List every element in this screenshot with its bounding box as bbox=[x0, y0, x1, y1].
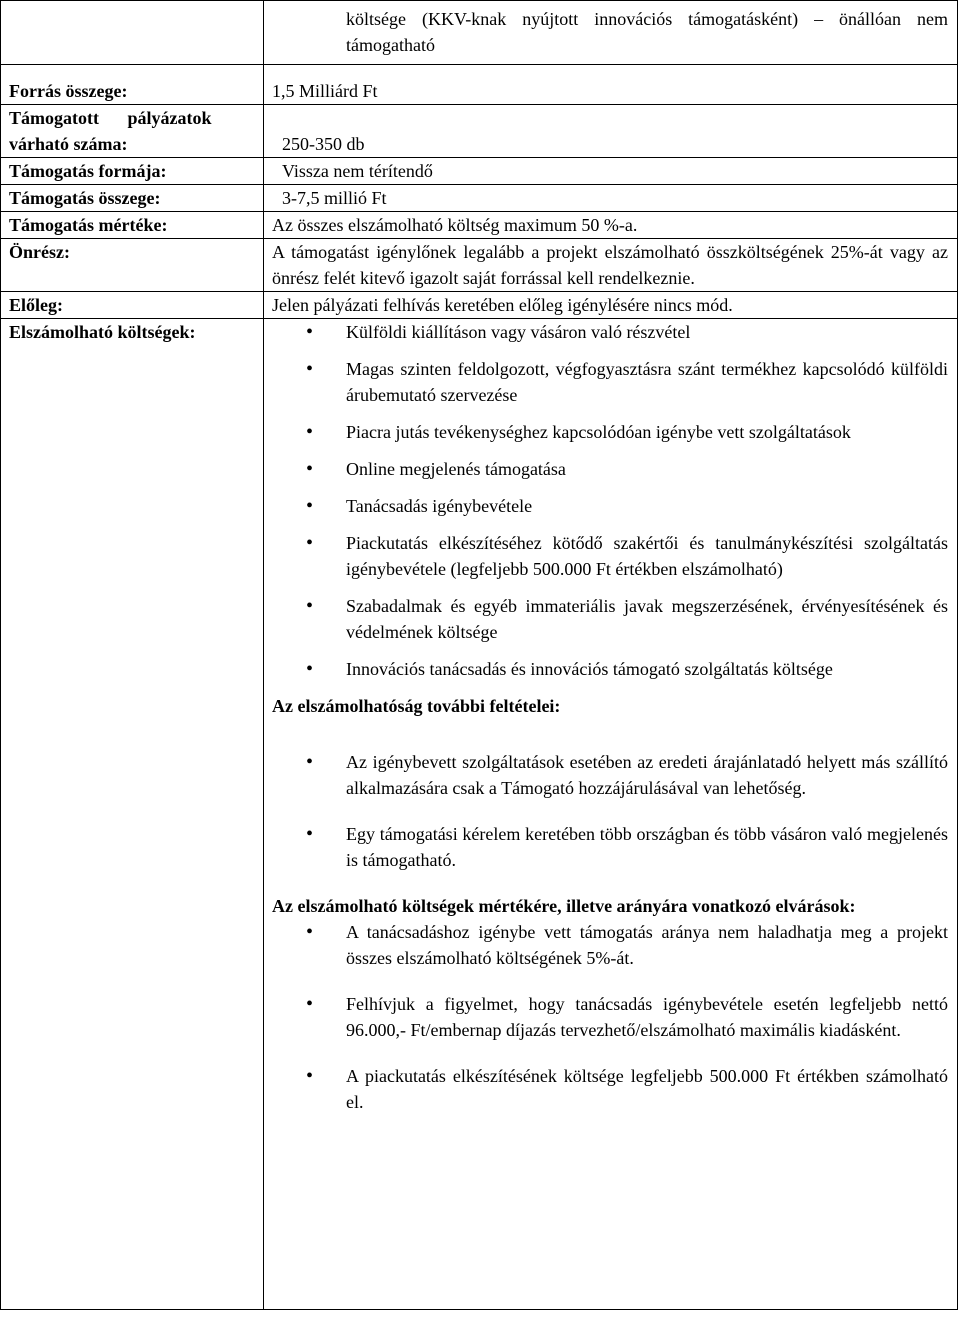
list-item: • Szabadalmak és egyéb immateriális javak megszerzésének, érvényesítésének és védelmének költsége bbox=[272, 593, 948, 645]
value-eloleg: Jelen pályázati felhívás keretében előleg igénylésére nincs mód. bbox=[264, 292, 958, 319]
empty-label-cell bbox=[1, 1, 264, 65]
value-elszamolhato bbox=[264, 319, 958, 1310]
ratio-list bbox=[272, 919, 948, 1115]
value-onresz: A támogatást igénylőnek legalább a projekt elszámolható összköltségének 25%-át vagy az önrész felét kitevő igazolt saját forrással kell rendelkeznie. bbox=[264, 239, 958, 292]
ratio-title: Az elszámolható költségek mértékére, illetve arányára vonatkozó elvárások: bbox=[272, 896, 856, 916]
row-eloleg bbox=[1, 292, 958, 319]
value-palyazatok: 250-350 db bbox=[264, 105, 958, 158]
list-item: • Online megjelenés támogatása bbox=[272, 456, 948, 482]
label-forma: Támogatás formája: bbox=[1, 158, 264, 185]
list-item: • A tanácsadáshoz igénybe vett támogatás aránya nem haladhatja meg a projekt összes elszámolható költségének 5%-át. bbox=[272, 919, 948, 971]
label-palyazatok-text1: Támogatott pályázatok bbox=[9, 108, 212, 128]
label-palyazatok bbox=[1, 105, 264, 158]
eligible-costs-list bbox=[272, 319, 948, 682]
list-item: • Egy támogatási kérelem keretében több országban és több vásáron való megjelenés is támogatható. bbox=[272, 821, 948, 873]
row-forma bbox=[1, 158, 958, 185]
value-forma: Vissza nem térítendő bbox=[264, 158, 958, 185]
label-forras: Forrás összege: bbox=[1, 65, 264, 105]
row-onresz bbox=[1, 239, 958, 292]
label-eloleg: Előleg: bbox=[1, 292, 264, 319]
row-mertek bbox=[1, 212, 958, 239]
continuation-cell: költsége (KKV-knak nyújtott innovációs támogatásként) – önállóan nem támogatható bbox=[264, 1, 958, 65]
list-item: • Tanácsadás igénybevétele bbox=[272, 493, 948, 519]
list-item: • Az igénybevett szolgáltatások esetében az eredeti árajánlatadó helyett más szállító alkalmazására csak a Támogató hozzájárulásával van lehetőség. bbox=[272, 749, 948, 801]
list-item: • Külföldi kiállításon vagy vásáron való részvétel bbox=[272, 319, 948, 345]
label-osszeg: Támogatás összege: bbox=[1, 185, 264, 212]
further-conditions-title: Az elszámolhatóság további feltételei: bbox=[272, 696, 561, 716]
further-conditions-list bbox=[272, 749, 948, 873]
label-palyazatok-line1 bbox=[9, 105, 254, 131]
row-palyazatok bbox=[1, 105, 958, 158]
label-mertek: Támogatás mértéke: bbox=[1, 212, 264, 239]
label-onresz: Önrész: bbox=[1, 239, 264, 292]
row-forras bbox=[1, 65, 958, 105]
value-mertek: Az összes elszámolható költség maximum 50 %-a. bbox=[264, 212, 958, 239]
label-palyazatok-line2: várható száma: bbox=[9, 134, 128, 154]
list-item: • Magas szinten feldolgozott, végfogyasztásra szánt termékhez kapcsolódó külföldi árubemutató szervezése bbox=[272, 356, 948, 408]
row-elszamolhato bbox=[1, 319, 958, 1310]
value-osszeg: 3-7,5 millió Ft bbox=[264, 185, 958, 212]
list-item: • A piackutatás elkészítésének költsége legfeljebb 500.000 Ft értékben számolható el. bbox=[272, 1063, 948, 1115]
value-forras: 1,5 Milliárd Ft bbox=[264, 65, 958, 105]
row-continuation bbox=[1, 1, 958, 65]
list-item: • Felhívjuk a figyelmet, hogy tanácsadás igénybevétele esetén legfeljebb nettó 96.000,- Ft/embernap díjazás tervezhető/elszámolható maximális kiadásként. bbox=[272, 991, 948, 1043]
list-item: • Innovációs tanácsadás és innovációs támogató szolgáltatás költsége bbox=[272, 656, 948, 682]
label-elszamolhato: Elszámolható költségek: bbox=[1, 319, 264, 1310]
list-item: • Piackutatás elkészítéséhez kötődő szakértői és tanulmánykészítési szolgáltatás igénybevétele (legfeljebb 500.000 Ft értékben elszámolható) bbox=[272, 530, 948, 582]
list-item: • Piacra jutás tevékenységhez kapcsolódóan igénybe vett szolgáltatások bbox=[272, 419, 948, 445]
row-osszeg bbox=[1, 185, 958, 212]
